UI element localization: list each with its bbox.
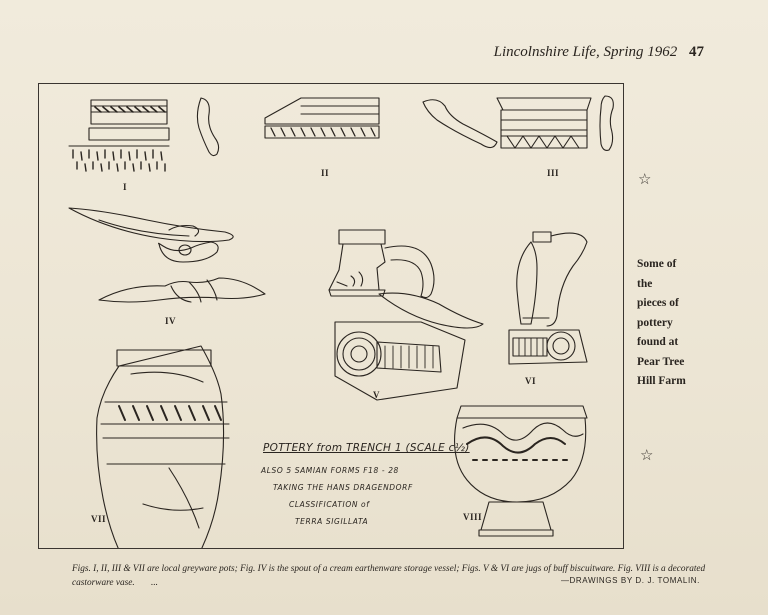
fig6-drawing — [509, 232, 587, 364]
note-line-4: TERRA SIGILLATA — [295, 517, 369, 526]
fig1-label: I — [123, 182, 128, 192]
fig5-drawing — [329, 230, 483, 400]
note-line-1: ALSO 5 SAMIAN FORMS F18 - 28 — [261, 466, 399, 475]
drawing-credit: —DRAWINGS BY D. J. TOMALIN. — [560, 576, 700, 585]
sidebar-line: Some of — [637, 258, 677, 270]
publication-title: Lincolnshire Life, Spring 1962 — [493, 44, 678, 60]
fig5-label: V — [373, 390, 380, 400]
page-number: 47 — [689, 44, 704, 60]
sidebar-line: Pear Tree — [637, 355, 685, 368]
fig3-drawing — [497, 96, 613, 150]
pottery-figure-frame — [38, 83, 624, 549]
note-line-3: CLASSIFICATION of — [289, 500, 370, 509]
caption-text: Figs. I, II, III & VII are local greyware pots; Fig. IV is the spout of a cream earthenware storage vessel; Figs. V & VI are jugs of buff biscuitware. Fig. VIII is a decorated castorware vase. — [72, 564, 706, 588]
star-icon-top: ☆ — [638, 170, 652, 188]
fig1-drawing — [69, 98, 219, 171]
sidebar-line: found at — [637, 336, 679, 348]
star-icon-bottom: ☆ — [640, 446, 654, 464]
fig2-label: II — [321, 168, 330, 178]
fig7-label: VII — [91, 514, 107, 524]
fig8-label: VIII — [463, 512, 483, 522]
sidebar-caption — [637, 255, 727, 392]
fig2-drawing — [265, 98, 497, 148]
page-header — [494, 44, 704, 61]
note-line-2: TAKING THE HANS DRAGENDORF — [273, 483, 413, 492]
figure-title-handwritten: POTTERY from TRENCH 1 (SCALE c½) — [263, 442, 470, 454]
fig7-drawing — [97, 346, 229, 548]
pottery-drawings — [39, 84, 623, 548]
sidebar-line: Hill Farm — [637, 375, 686, 387]
fig6-label: VI — [525, 376, 537, 386]
caption-ellipsis: ... — [151, 578, 158, 588]
sidebar-line: pottery — [637, 316, 673, 329]
sidebar-line: pieces of — [637, 297, 679, 309]
fig3-label: III — [547, 168, 560, 178]
fig4-label: IV — [165, 316, 177, 326]
sidebar-line: the — [637, 277, 653, 290]
fig4-drawing — [69, 208, 265, 302]
